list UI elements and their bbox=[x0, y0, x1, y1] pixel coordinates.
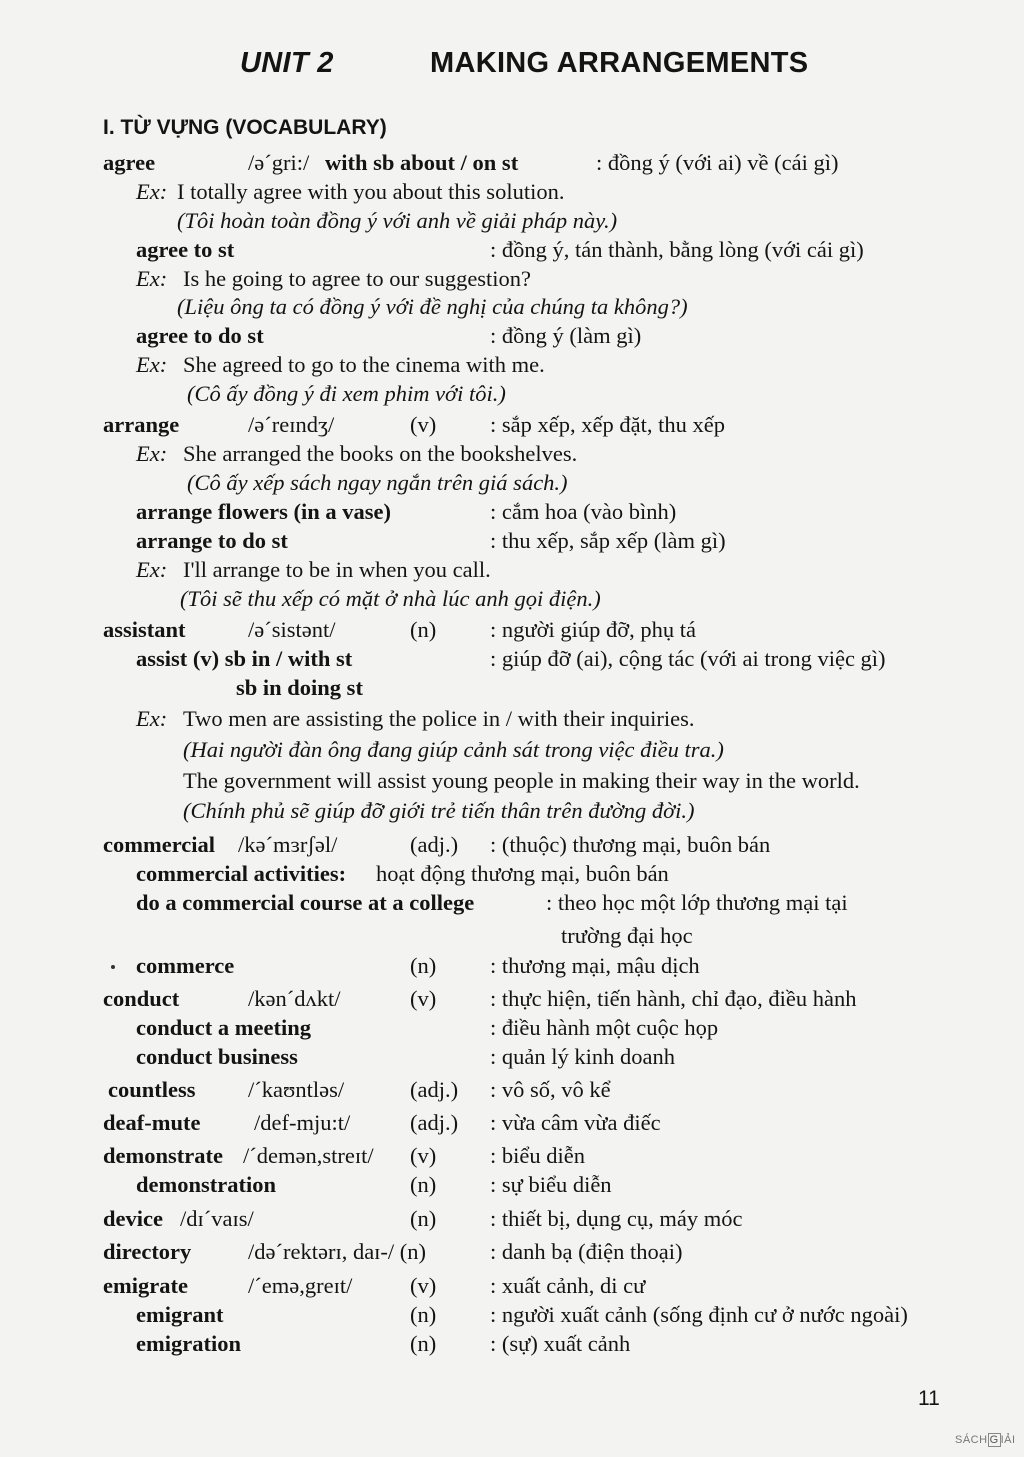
watermark-text: IẢI bbox=[1000, 1434, 1016, 1446]
entry-pos: (n) bbox=[410, 953, 437, 978]
entry-phrase: emigration bbox=[136, 1331, 241, 1356]
entry-meaning: : (sự) xuất cảnh bbox=[490, 1331, 631, 1356]
entry-phrase: sb in doing st bbox=[236, 675, 363, 700]
entry-phrase: arrange flowers (in a vase) bbox=[136, 499, 391, 524]
entry-meaning: : (thuộc) thương mại, buôn bán bbox=[490, 832, 771, 857]
entry-word: assistant bbox=[103, 617, 186, 642]
bullet-dot bbox=[111, 965, 115, 969]
entry-meaning: : người xuất cảnh (sống định cư ở nước ngoài) bbox=[490, 1302, 908, 1327]
entry-meaning: : đồng ý, tán thành, bằng lòng (với cái gì) bbox=[490, 237, 864, 262]
page-number: 11 bbox=[918, 1387, 940, 1410]
entry-meaning: : thu xếp, sắp xếp (làm gì) bbox=[490, 528, 726, 553]
entry-pos: (n) bbox=[410, 1206, 437, 1231]
entry-ipa: /ə´reɪndʒ/ bbox=[248, 412, 335, 437]
entry-phrase: do a commercial course at a college bbox=[136, 890, 475, 915]
entry-meaning: : sự biểu diễn bbox=[490, 1172, 612, 1197]
entry-pos: (adj.) bbox=[410, 832, 459, 857]
entry-phrase: commerce bbox=[136, 953, 235, 978]
entry-pos: (n) bbox=[410, 1172, 437, 1197]
entry-pos: (v) bbox=[410, 1143, 437, 1168]
entry-phrase: commercial activities: bbox=[136, 861, 347, 886]
entry-meaning: : vừa câm vừa điếc bbox=[490, 1110, 661, 1135]
example-text: Is he going to agree to our suggestion? bbox=[183, 266, 532, 291]
entry-word: conduct bbox=[103, 986, 180, 1011]
entry-word: demonstrate bbox=[103, 1143, 223, 1168]
example-text: She arranged the books on the bookshelves. bbox=[183, 441, 578, 466]
entry-ipa: /kən´dʌkt/ bbox=[248, 986, 341, 1011]
entry-meaning: : đồng ý (với ai) về (cái gì) bbox=[596, 150, 839, 175]
example-label: Ex: bbox=[136, 179, 168, 204]
entry-ipa: /kə´mɜrʃəl/ bbox=[238, 832, 338, 857]
entry-meaning: : sắp xếp, xếp đặt, thu xếp bbox=[490, 412, 725, 437]
unit-label: UNIT 2 bbox=[240, 47, 334, 79]
entry-word: countless bbox=[108, 1077, 196, 1102]
entry-meaning: : người giúp đỡ, phụ tá bbox=[490, 617, 696, 642]
entry-pos: (n) bbox=[410, 617, 437, 642]
entry-meaning: : theo học một lớp thương mại tại bbox=[546, 890, 848, 915]
entry-ipa: /də´rektərɪ, daɪ-/ (n) bbox=[248, 1239, 427, 1264]
entry-phrase: agree to st bbox=[136, 237, 235, 262]
entry-ipa: /´emə,greɪt/ bbox=[248, 1273, 353, 1298]
unit-title: MAKING ARRANGEMENTS bbox=[430, 47, 809, 79]
entry-meaning: : cắm hoa (vào bình) bbox=[490, 499, 677, 524]
example-text: Two men are assisting the police in / with their inquiries. bbox=[183, 706, 695, 731]
example-text: The government will assist young people in making their way in the world. bbox=[183, 768, 860, 793]
entry-meaning: : biểu diễn bbox=[490, 1143, 585, 1168]
entry-ipa: /ə´gri:/ bbox=[248, 150, 310, 175]
example-translation: (Liệu ông ta có đồng ý với đề nghị của chúng ta không?) bbox=[177, 294, 688, 319]
entry-phrase: conduct business bbox=[136, 1044, 298, 1069]
example-translation: (Hai người đàn ông đang giúp cảnh sát trong việc điều tra.) bbox=[183, 737, 724, 762]
entry-meaning: trường đại học bbox=[561, 923, 693, 948]
entry-word: commercial bbox=[103, 832, 216, 857]
entry-phrase: emigrant bbox=[136, 1302, 224, 1327]
entry-phrase: arrange to do st bbox=[136, 528, 288, 553]
entry-meaning: : thương mại, mậu dịch bbox=[490, 953, 700, 978]
entry-word: agree bbox=[103, 150, 156, 175]
entry-meaning: hoạt động thương mại, buôn bán bbox=[376, 861, 669, 886]
entry-pos: (v) bbox=[410, 1273, 437, 1298]
example-label: Ex: bbox=[136, 441, 168, 466]
entry-pos: (n) bbox=[410, 1331, 437, 1356]
example-label: Ex: bbox=[136, 352, 168, 377]
example-label: Ex: bbox=[136, 266, 168, 291]
entry-ipa: /´demən,streɪt/ bbox=[243, 1143, 374, 1168]
example-label: Ex: bbox=[136, 557, 168, 582]
entry-meaning: : vô số, vô kể bbox=[490, 1077, 611, 1102]
entry-meaning: : đồng ý (làm gì) bbox=[490, 323, 642, 348]
entry-phrase: assist (v) sb in / with st bbox=[136, 646, 353, 671]
entry-pos: (adj.) bbox=[410, 1110, 459, 1135]
watermark bbox=[955, 1433, 1016, 1447]
entry-phrase: agree to do st bbox=[136, 323, 264, 348]
entry-meaning: : giúp đỡ (ai), cộng tác (với ai trong việc gì) bbox=[490, 646, 886, 671]
example-text: She agreed to go to the cinema with me. bbox=[183, 352, 545, 377]
example-translation: (Cô ấy đồng ý đi xem phim với tôi.) bbox=[187, 381, 506, 406]
watermark-text: SÁCH bbox=[955, 1434, 988, 1446]
example-translation: (Tôi hoàn toàn đồng ý với anh về giải pháp này.) bbox=[177, 208, 618, 233]
entry-meaning: : xuất cảnh, di cư bbox=[490, 1273, 646, 1298]
example-translation: (Cô ấy xếp sách ngay ngắn trên giá sách.) bbox=[187, 470, 568, 495]
entry-meaning: : thiết bị, dụng cụ, máy móc bbox=[490, 1206, 743, 1231]
entry-structure: with sb about / on st bbox=[325, 150, 519, 175]
entry-ipa: /ə´sistənt/ bbox=[248, 617, 336, 642]
entry-ipa: /´kaʊntləs/ bbox=[248, 1077, 345, 1102]
entry-word: arrange bbox=[103, 412, 180, 437]
example-text: I totally agree with you about this solution. bbox=[177, 179, 565, 204]
entry-phrase: demonstration bbox=[136, 1172, 276, 1197]
example-label: Ex: bbox=[136, 706, 168, 731]
entry-meaning: : danh bạ (điện thoại) bbox=[490, 1239, 683, 1264]
entry-pos: (adj.) bbox=[410, 1077, 459, 1102]
entry-pos: (v) bbox=[410, 412, 437, 437]
entry-word: emigrate bbox=[103, 1273, 188, 1298]
entry-word: device bbox=[103, 1206, 163, 1231]
entry-word: directory bbox=[103, 1239, 192, 1264]
entry-ipa: /dɪ´vaɪs/ bbox=[180, 1206, 254, 1231]
entry-meaning: : thực hiện, tiến hành, chỉ đạo, điều hành bbox=[490, 986, 857, 1011]
entry-meaning: : điều hành một cuộc họp bbox=[490, 1015, 719, 1040]
example-text: I'll arrange to be in when you call. bbox=[183, 557, 491, 582]
entry-word: deaf-mute bbox=[103, 1110, 201, 1135]
entry-pos: (n) bbox=[410, 1302, 437, 1327]
entry-meaning: : quản lý kinh doanh bbox=[490, 1044, 675, 1069]
section-heading: I. TỪ VỰNG (VOCABULARY) bbox=[103, 116, 387, 139]
example-translation: (Chính phủ sẽ giúp đỡ giới trẻ tiến thân trên đường đời.) bbox=[183, 798, 695, 823]
entry-pos: (v) bbox=[410, 986, 437, 1011]
example-translation: (Tôi sẽ thu xếp có mặt ở nhà lúc anh gọi điện.) bbox=[180, 586, 601, 611]
watermark-logo-box: G bbox=[989, 1434, 999, 1446]
entry-phrase: conduct a meeting bbox=[136, 1015, 311, 1040]
entry-ipa: /def-mju:t/ bbox=[254, 1110, 351, 1135]
